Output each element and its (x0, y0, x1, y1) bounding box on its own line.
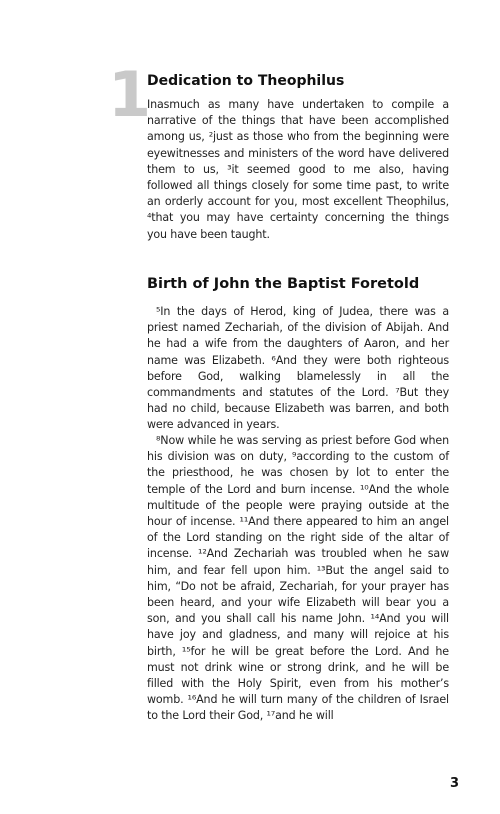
section-heading-dedication: Dedication to Theophilus (147, 73, 345, 89)
section-heading-birth-of-john: Birth of John the Baptist Foretold (147, 276, 420, 292)
paragraph: ⁸Now while he was serving as priest before God when his division was on duty, ⁹according to the custom of the priesthood, he was chosen by lot to enter the temple of the Lord and burn incense. ¹⁰And the whole multitude of the people were praying outside at the hour of incense. ¹¹And there appeared to him an angel of the Lord standing on the right side of the altar of incense. ¹²And Zechariah was troubled when he saw him, and fear fell upon him. ¹³But the angel said to him, “Do not be afraid, Zechariah, for your prayer has been heard, and your wife Elizabeth will bear you a son, and you shall call his name John. ¹⁴And you will have joy and gladness, and many will rejoice at his birth, ¹⁵for he will be great before the Lord. And he must not drink wine or strong drink, and he will be filled with the Holy Spirit, even from his mother’s womb. ¹⁶And he will turn many of the children of Israel to the Lord their God, ¹⁷and he will (147, 434, 449, 723)
page-number: 3 (450, 776, 460, 791)
paragraph: ⁵In the days of Herod, king of Judea, there was a priest named Zechariah, of the division of Abijah. And he had a wife from the daughters of Aaron, and her name was Elizabeth. ⁶And they were both righteous before God, walking blamelessly in all the commandments and statutes of the Lord. ⁷But they had no child, because Elizabeth was barren, and both were advanced in years. (147, 305, 449, 432)
text-column (147, 72, 449, 723)
chapter-number: 1 (108, 58, 150, 131)
paragraph: Inasmuch as many have undertaken to compile a narrative of the things that have been accomplished among us, ²just as those who from the beginning were eyewitnesses and ministers of the word have delivered them to us, ³it seemed good to me also, having followed all things closely for some time past, to write an orderly account for you, most excellent Theophilus, ⁴that you may have certainty concerning the things you have been taught. (147, 98, 449, 241)
